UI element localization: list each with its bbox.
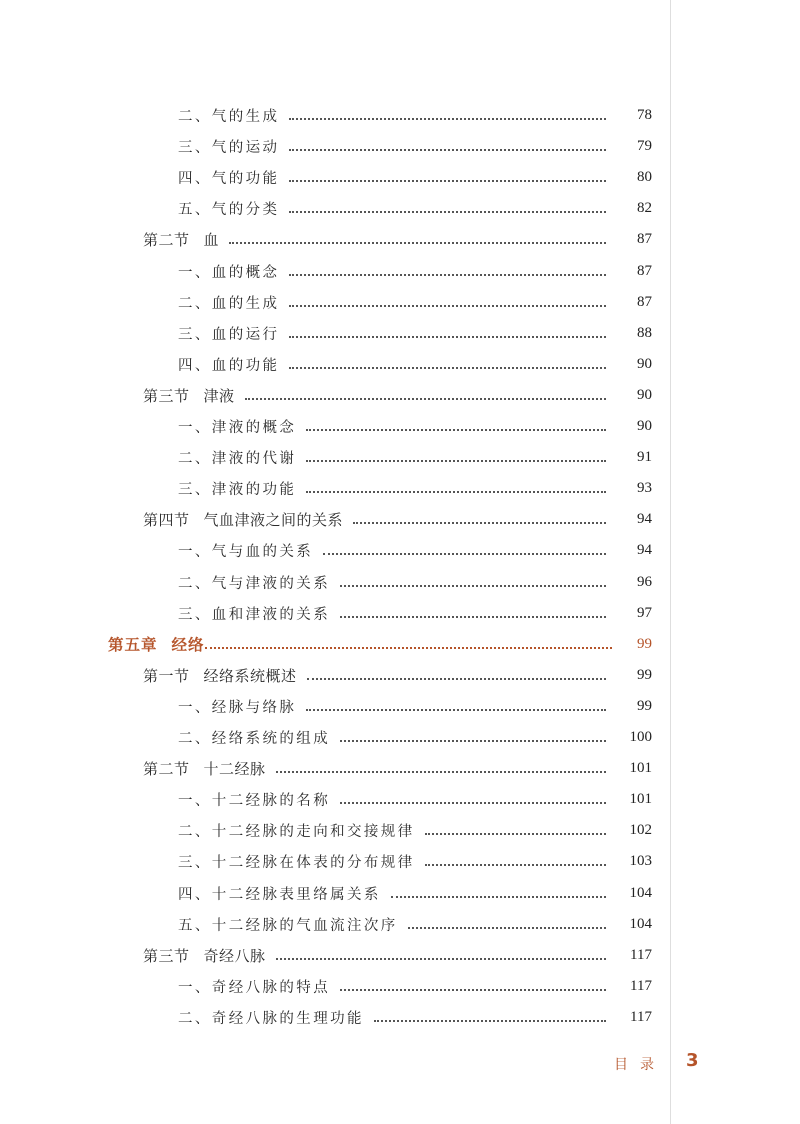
toc-entry-section[interactable] [0,940,800,971]
dot-leader [323,552,606,555]
toc-entry-title [178,540,313,561]
toc-entry-item[interactable] [0,535,800,566]
toc-entry-item[interactable] [0,349,800,380]
toc-entry-text: 三、血的运行 [178,326,280,343]
dot-leader [289,273,606,276]
toc-entry-text: 三、十二经脉在体表的分布规律 [178,855,415,872]
dot-leader [289,304,606,307]
toc-entry-text: 二、气的生成 [178,109,280,125]
toc-entry-text: 一、津液的概念 [178,420,297,436]
toc-entry-text: 气血津液之间的关系 [203,511,344,530]
toc-entry-item[interactable] [0,442,800,473]
toc-entry-text: 经络 [171,636,205,655]
toc-entry-item[interactable] [0,193,800,224]
dot-leader [306,708,606,711]
toc-entry-page: 97 [637,604,652,621]
toc-entry-text: 二、十二经脉的走向和交接规律 [178,824,415,841]
toc-entry-page: 90 [637,355,652,372]
toc-entry-item[interactable] [0,287,800,318]
dot-leader [229,241,606,244]
toc-entry-item[interactable] [0,691,800,722]
toc-entry-page: 101 [629,791,652,808]
dot-leader [340,801,606,804]
toc-entry-page: 78 [637,107,652,123]
toc-entry-text: 一、奇经八脉的特点 [178,979,331,996]
toc-entry-text: 经络系统概述 [203,666,297,685]
toc-entry-title [178,1007,364,1028]
toc-entry-title [143,665,297,686]
toc-entry-page: 99 [637,666,652,683]
dot-leader [340,584,606,587]
dot-leader [425,863,606,866]
toc-entry-title [143,509,343,530]
toc-entry-item[interactable] [0,473,800,504]
toc-entry-item[interactable] [0,722,800,753]
toc-entry-label: 第一节 [143,666,190,685]
toc-entry-title [178,416,296,437]
footer-label: 目录 [614,1057,666,1073]
toc-entry-text: 二、气与津液的关系 [178,575,331,592]
toc-entry-text: 五、十二经脉的气血流注次序 [178,917,398,934]
toc-entry-item[interactable] [0,971,800,1002]
toc-entry-title [143,945,266,966]
toc-entry-text: 三、津液的功能 [178,482,297,499]
toc-entry-title [178,105,279,126]
toc-entry-page: 104 [629,915,652,932]
toc-entry-page: 90 [637,418,652,434]
toc-entry-title [178,354,279,375]
toc-entry-item[interactable] [0,815,800,846]
toc-entry-page: 100 [629,729,652,745]
toc-entry-page: 94 [637,511,652,528]
toc-entry-page: 87 [637,293,652,310]
toc-entry-label: 第二节 [143,231,190,250]
toc-entry-page: 102 [629,822,652,839]
dot-leader [374,1019,606,1022]
toc-entry-label: 第三节 [143,946,190,965]
toc-entry-text: 四、十二经脉表里络属关系 [178,886,381,903]
toc-entry-title [178,820,415,841]
toc-entry-title [178,447,296,468]
toc-entry-text: 三、血和津液的关系 [178,606,331,623]
dot-leader [245,397,606,400]
toc-entry-page: 91 [637,449,652,466]
toc-entry-page: 82 [637,200,652,217]
toc-entry-title [178,603,330,624]
toc-entry-label: 第五章 [108,636,158,655]
toc-entry-page: 87 [637,231,652,248]
toc-entry-item[interactable] [0,411,800,442]
toc-entry-item[interactable] [0,909,800,940]
toc-entry-title [178,696,296,717]
toc-entry-item[interactable] [0,878,800,909]
toc-entry-page: 104 [629,884,652,901]
toc-entry-text: 三、气的运动 [178,140,280,157]
toc-entry-item[interactable] [0,846,800,877]
toc-entry-item[interactable] [0,318,800,349]
toc-entry-title [108,633,205,655]
dot-leader [205,646,612,649]
toc-entry-section[interactable] [0,660,800,691]
dot-leader [289,210,606,213]
toc-entry-page: 103 [629,853,652,870]
toc-entry-text: 津液 [203,386,235,405]
dot-leader [306,490,606,493]
dot-leader [408,926,606,929]
toc-entry-label: 第三节 [143,386,190,405]
toc-entry-page: 99 [637,635,652,652]
toc-entry-item[interactable] [0,256,800,287]
toc-entry-title [178,789,330,810]
toc-entry-item[interactable] [0,1002,800,1033]
toc-entry-text: 一、十二经脉的名称 [178,793,331,810]
toc-entry-text: 血 [203,231,220,250]
toc-entry-title [178,478,296,499]
toc-entry-page: 117 [630,1008,652,1025]
toc-entry-item[interactable] [0,162,800,193]
toc-entry-text: 一、血的概念 [178,264,280,281]
dot-leader [307,677,606,680]
toc-entry-section[interactable] [0,753,800,784]
toc-entry-title [178,323,279,344]
toc-entry-text: 四、血的功能 [178,357,280,374]
toc-entry-page: 87 [637,262,652,279]
toc-entry-page: 88 [637,324,652,341]
toc-entry-title [178,167,279,188]
toc-entry-chapter[interactable] [0,629,800,660]
toc-entry-text: 二、经络系统的组成 [178,731,331,747]
dot-leader [289,366,606,369]
toc-entry-page: 90 [637,386,652,403]
toc-entry-title [143,758,266,779]
toc-entry-item[interactable] [0,131,800,162]
toc-entry-item[interactable] [0,598,800,629]
toc-entry-page: 101 [629,760,652,777]
dot-leader [391,895,606,898]
toc-entry-title [178,727,330,748]
toc-entry-text: 四、气的功能 [178,171,280,188]
toc-entry-title [178,572,330,593]
toc-entry-page: 117 [630,946,652,963]
dot-leader [340,988,606,991]
toc-entry-label: 第四节 [143,511,190,530]
toc-entry-text: 奇经八脉 [203,946,266,965]
dot-leader [289,117,606,120]
toc-entry-text: 五、气的分类 [178,202,280,219]
toc-entry-title [178,136,279,157]
dot-leader [289,179,606,182]
dot-leader [340,615,606,618]
toc-entry-title [178,914,398,935]
toc-entry-item[interactable] [0,100,800,131]
toc-entry-text: 二、血的生成 [178,295,280,312]
toc-entry-title [143,385,235,406]
toc-entry-text: 十二经脉 [203,760,266,779]
dot-leader [306,428,606,431]
toc-entry-title [178,851,415,872]
toc-entry-page: 96 [637,573,652,590]
dot-leader [306,459,606,462]
toc-entry-page: 99 [637,697,652,714]
toc-entry-page: 80 [637,169,652,186]
toc-entry-section[interactable] [0,504,800,535]
toc-entry-item[interactable] [0,784,800,815]
dot-leader [276,770,606,773]
toc-entry-title [178,261,279,282]
toc-entry-title [178,976,330,997]
toc-entry-title [178,292,279,313]
toc-entry-page: 93 [637,480,652,497]
toc-entry-label: 第二节 [143,760,190,779]
toc-entry-title [143,229,219,250]
toc-entry-section[interactable] [0,224,800,255]
toc-entry-title [178,198,279,219]
dot-leader [425,832,606,835]
toc-entry-section[interactable] [0,380,800,411]
footer-page-number: 3 [686,1050,699,1071]
toc-entry-page: 94 [637,542,652,559]
toc-entry-page: 79 [637,138,652,155]
dot-leader [276,957,606,960]
toc-entry-page: 117 [630,977,652,994]
toc-entry-text: 二、奇经八脉的生理功能 [178,1010,364,1027]
dot-leader [340,739,606,742]
toc-entry-title [178,883,381,904]
dot-leader [289,335,606,338]
toc-entry-item[interactable] [0,567,800,598]
toc-entry-text: 一、经脉与络脉 [178,699,297,716]
dot-leader [353,521,606,524]
dot-leader [289,148,606,151]
toc-entry-text: 二、津液的代谢 [178,451,297,468]
toc-entry-text: 一、气与血的关系 [178,544,314,561]
